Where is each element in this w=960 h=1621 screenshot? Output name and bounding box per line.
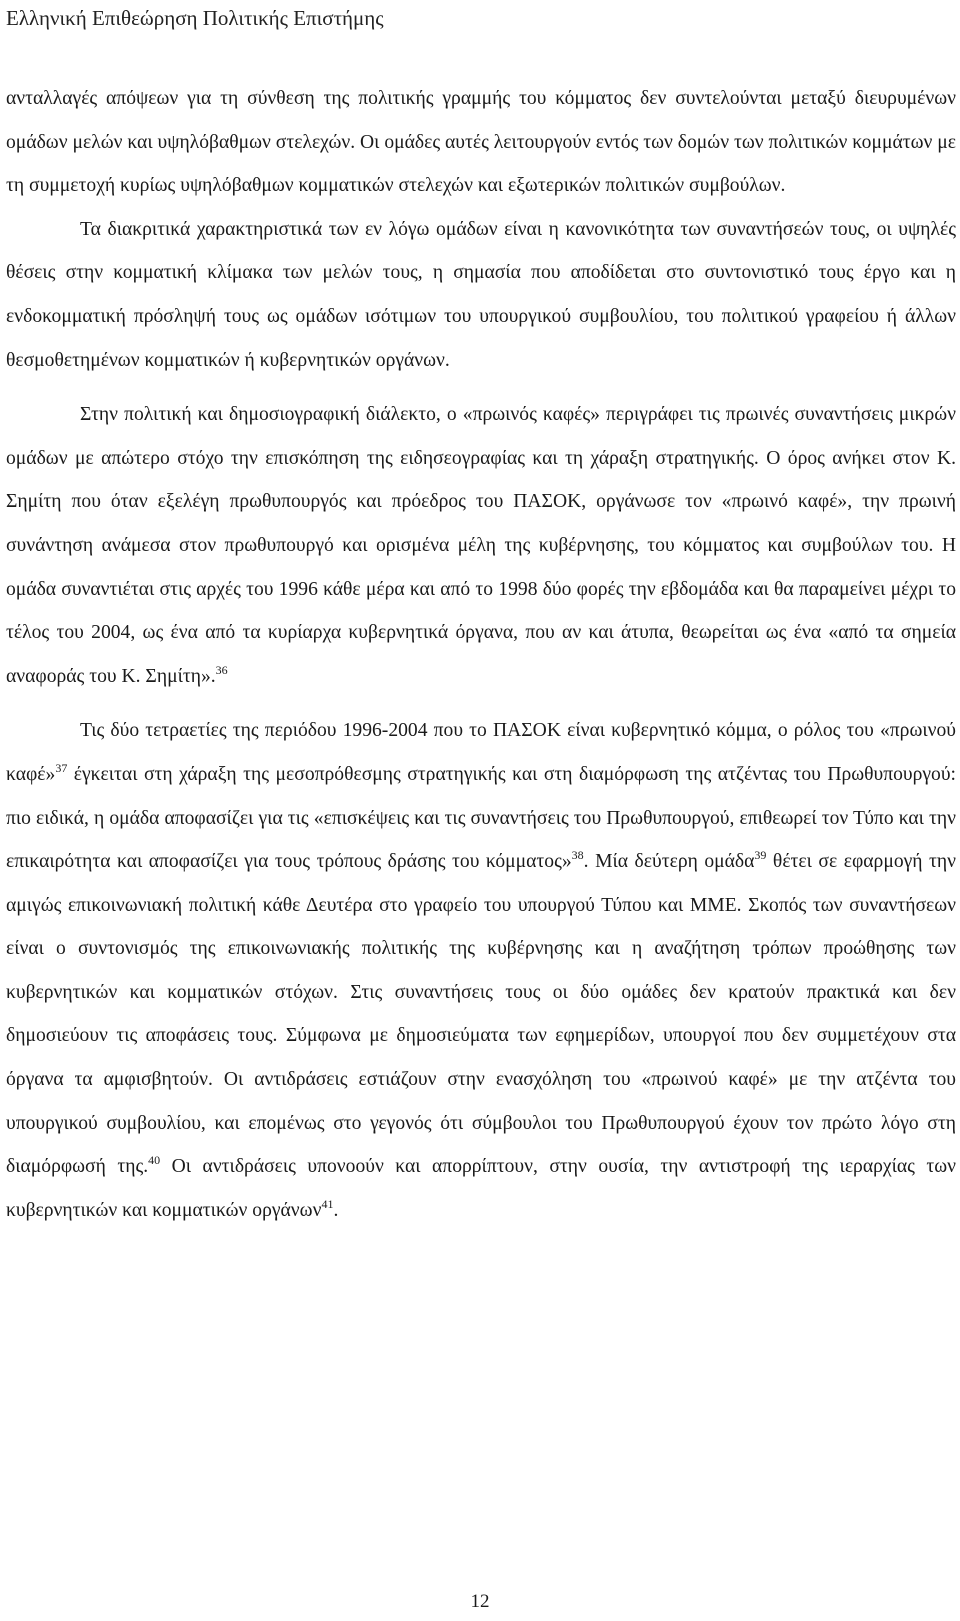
text-run: Στην πολιτική και δημοσιογραφική διάλεκτο, ο «πρωινός καφές» περιγράφει τις πρωινές συναντήσεις μικρών ομάδων με απώτερο στόχο την επισκόπηση της ειδησεογραφίας και τη χάραξη στρατηγικής. Ο όρος ανήκει στον Κ. Σημίτη που όταν εξελέγη πρωθυπουργός και πρόεδρος του ΠΑΣΟΚ, οργάνωσε τον «πρωινό καφέ», την πρωινή συνάντηση ανάμεσα στον πρωθυπουργό και ορισμένα μέλη της κυβέρνησης, του κόμματος και συμβούλων του. Η ομάδα συναντιέται στις αρχές του 1996 κάθε μέρα και από το 1998 δύο φορές την εβδομάδα και θα παραμείνει μέχρι το τέλος του 2004, ως ένα από τα κυρίαρχα κυβερνητικά όργανα, που αν και άτυπα, θεωρείται ως ένα «από τα σημεία αναφοράς του Κ. Σημίτη».	[6, 404, 956, 687]
text-run: . Μία δεύτερη ομάδα	[583, 851, 755, 873]
text-run: Οι αντιδράσεις υπονοούν και απορρίπτουν, στην ουσία, την αντιστροφή της ιεραρχίας των κυβερνητικών και κομματικών οργάνων	[6, 1156, 956, 1221]
footnote-ref-41: 41	[321, 1197, 334, 1212]
paragraph-2	[6, 208, 956, 382]
text-run: Τις δύο τετραετίες της περιόδου 1996-2004 που το ΠΑΣΟΚ είναι κυβερνητικό κόμμα, ο ρόλος του «πρωινού καφέ»	[6, 720, 956, 785]
text-run: έγκειται στη χάραξη της μεσοπρόθεσμης στρατηγικής και στη διαμόρφωση της ατζέντας του Πρωθυπουργού: πιο ειδικά, η ομάδα αποφασίζει για τις «επισκέψεις και τις συναντήσεις του Πρωθυπουργού, επιθεωρεί τον Τύπο και την επικαιρότητα και αποφασίζει για τους τρόπους δράσης του κόμματος»	[6, 763, 956, 873]
paragraph-4	[6, 709, 956, 1232]
paragraph-1	[6, 77, 956, 208]
footnote-ref-36: 36	[215, 662, 228, 677]
footnote-ref-37: 37	[55, 761, 68, 776]
text-run: .	[333, 1199, 339, 1221]
text-run: Τα διακριτικά χαρακτηριστικά των εν λόγω ομάδων είναι η κανονικότητα των συναντήσεών τους, οι υψηλές θέσεις στην κομματική κλίμακα των μελών τους, η σημασία που αποδίδεται στο συντονιστικό τους έργο και η ενδοκομματική πρόσληψή τους ως ομάδων ισότιμων του υπουργικού συμβουλίου, του πολιτικού γραφείου ή άλλων θεσμοθετημένων κομματικών ή κυβερνητικών οργάνων.	[6, 218, 956, 371]
running-head: Ελληνική Επιθεώρηση Πολιτικής Επιστήμης	[6, 6, 384, 30]
paragraph-3	[6, 393, 956, 698]
page-number: 12	[470, 1591, 490, 1612]
body-text	[6, 77, 956, 1232]
footnote-ref-39: 39	[754, 848, 767, 863]
footnote-ref-40: 40	[148, 1153, 161, 1168]
footnote-ref-38: 38	[571, 848, 584, 863]
text-run: ανταλλαγές απόψεων για τη σύνθεση της πολιτικής γραμμής του κόμματος δεν συντελούνται μεταξύ διευρυμένων ομάδων μελών και υψηλόβαθμων στελεχών. Οι ομάδες αυτές λειτουργούν εντός των δομών των πολιτικών κομμάτων με τη συμμετοχή κυρίως υψηλόβαθμων κομματικών στελεχών και εξωτερικών πολιτικών συμβούλων.	[6, 88, 956, 197]
text-run: θέτει σε εφαρμογή την αμιγώς επικοινωνιακή πολιτική κάθε Δευτέρα στο γραφείο του υπουργού Τύπου και ΜΜΕ. Σκοπός των συναντήσεων είναι ο συντονισμός της επικοινωνιακής πολιτικής της κυβέρνησης και η αναζήτηση τρόπων προώθησης των κυβερνητικών και κομματικών στόχων. Στις συναντήσεις τους οι δύο ομάδες δεν κρατούν πρακτικά και δεν δημοσιεύουν τις αποφάσεις τους. Σύμφωνα με δημοσιεύματα των εφημερίδων, υπουργοί που δεν συμμετέχουν στα όργανα τα αμφισβητούν. Οι αντιδράσεις εστιάζουν στην ενασχόληση του «πρωινού καφέ» με την ατζέντα του υπουργικού συμβουλίου, και επομένως στο γεγονός ότι σύμβουλοι του Πρωθυπουργού έχουν τον πρώτο λόγο στη διαμόρφωσή της.	[6, 851, 957, 1178]
